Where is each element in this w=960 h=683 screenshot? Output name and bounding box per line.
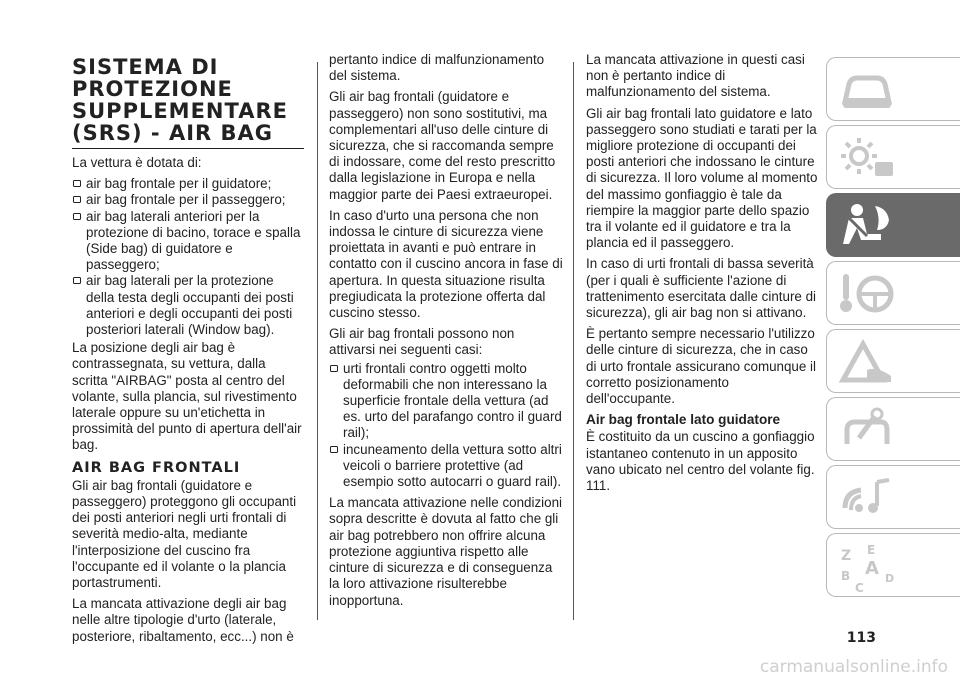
tab-car[interactable] [826, 57, 960, 121]
list-item: air bag frontale per il guidatore; [72, 176, 304, 192]
wrench-car-icon [837, 404, 897, 456]
list-item: air bag frontale per il passeggero; [72, 192, 304, 208]
svg-text:Z: Z [841, 548, 852, 564]
checkbox-bullet-icon [73, 180, 81, 187]
svg-text:D: D [885, 572, 895, 585]
airbag-seat-icon [837, 200, 897, 252]
paragraph: Gli air bag frontali (guidatore e passeggero) proteggono gli occupanti dei posti anteriori negli urti frontali di severità medio-alta, mediante l'interposizione del cuscino fra l'occupante ed il volante o la plancia portastrumenti. [72, 477, 297, 591]
tab-maintenance[interactable] [826, 397, 960, 461]
tab-index[interactable] [826, 533, 960, 597]
paragraph: Gli air bag frontali (guidatore e passeggero) non sono sostitutivi, ma complementari all'uso delle cinture di sicurezza, che si raccomanda sempre di indossare, come del resto prescritto dalla legislazione in Europa e nella maggior parte dei Paesi extraeuropei. [329, 89, 556, 202]
svg-text:B: B [841, 569, 851, 583]
paragraph: pertanto indice di malfunzionamento del sistema. [329, 52, 545, 84]
paragraph: Gli air bag frontali possono non attivarsi nei seguenti casi: [329, 326, 515, 358]
paragraph: È pertanto sempre necessario l'utilizzo delle cinture di sicurezza, che in caso di urto frontale assicurano comunque il corretto posizionamento dell'occupante. [586, 326, 817, 407]
svg-text:A: A [865, 558, 879, 579]
list-item: air bag laterali per la protezione della testa degli occupanti dei posti anteriori e degli occupanti dei posti posteriori laterali (Window bag). [72, 273, 304, 338]
paragraph: La posizione degli air bag è contrassegnata, su vettura, dalla scritta "AIRBAG" posta al centro del volante, sulla plancia, sul rivestimento laterale oppure su un'etichetta in prossimità del punto di apertura dell'air bag. [72, 340, 302, 453]
warning-triangle-icon [837, 336, 897, 388]
paragraph: In caso d'urto una persona che non indossa le cinture di sicurezza viene proiettata in avanti e può entrare in contatto con il cuscino ancora in fase di apertura. In questa situazione risulta pregiudicata la protezione offerta dal cuscino stesso. [329, 207, 563, 321]
paragraph: La mancata attivazione degli air bag nelle altre tipologie d'urto (laterale, posteriore, ribaltamento, ecc...) non è [72, 596, 294, 644]
page-title: SISTEMA DI PROTEZIONE SUPPLEMENTARE (SRS) - AIR BAG [72, 56, 304, 149]
checkbox-bullet-icon [73, 277, 81, 284]
section-heading: AIR BAG FRONTALI [72, 459, 241, 476]
column-divider [317, 62, 318, 620]
checkbox-bullet-icon [73, 196, 81, 203]
column-2 [329, 52, 563, 614]
column-divider [573, 62, 574, 620]
column-1 [72, 56, 304, 650]
subsection-heading: Air bag frontale lato guidatore [586, 412, 781, 428]
intro-text: La vettura è dotata di: [72, 155, 202, 170]
multimedia-icon [837, 472, 897, 524]
checkbox-bullet-icon [73, 213, 81, 220]
tab-safety[interactable] [826, 193, 960, 257]
page-number: 113 [846, 630, 876, 646]
list-item: urti frontali contro oggetti molto deformabili che non interessano la superficie frontale della vettura (ad es. urto del parafango contro il guard rail); [329, 361, 563, 442]
car-icon [837, 64, 897, 116]
list-item: air bag laterali anteriori per la protezione di bacino, torace e spalla (Side bag) di guidatore e passeggero; [72, 209, 304, 274]
paragraph: La mancata attivazione in questi casi non è pertanto indice di malfunzionamento del sistema. [586, 52, 805, 100]
paragraph: In caso di urti frontali di bassa severità (per i quali è sufficiente l'azione di trattenimento esercitata dalle cinture di sicurezza), gli air bag non si attivano. [586, 256, 816, 321]
tab-emergency[interactable] [826, 329, 960, 393]
tab-dashboard-lights[interactable] [826, 125, 960, 189]
watermark: carmanualsonline.info [759, 657, 948, 677]
paragraph: Gli air bag frontali lato guidatore e lato passeggero sono studiati e tarati per la migliore protezione di occupanti dei posti anteriori che indossano le cinture di sicurezza. Il loro volume al momento del massimo gonfiaggio è tale da riempire la maggior parte dello spazio tra il volante ed il guidatore e tra la plancia ed il passeggero. [586, 105, 818, 251]
key-steering-wheel-icon [837, 268, 897, 320]
paragraph: È costituito da un cuscino a gonfiaggio istantaneo contenuto in un apposito vano ubicato nel centro del volante fig. 111. [586, 429, 815, 494]
svg-text:E: E [867, 543, 876, 557]
dashboard-lights-icon [837, 132, 897, 184]
checkbox-bullet-icon [330, 446, 338, 453]
list-item: incuneamento della vettura sotto altri veicoli o barriere protettive (ad esempio sotto autocarri o guard rail). [329, 442, 563, 491]
paragraph: La mancata attivazione nelle condizioni sopra descritte è dovuta al fatto che gli air bag potrebbero non offrire alcuna protezione aggiuntiva rispetto alle cinture di sicurezza e di conseguenza la loro attivazione risulterebbe inopportuna. [329, 495, 562, 608]
tab-multimedia[interactable] [826, 465, 960, 529]
column-3 [586, 52, 818, 499]
checkbox-bullet-icon [330, 365, 338, 372]
svg-text:C: C [855, 581, 864, 592]
alphabet-index-icon [837, 540, 897, 592]
tab-starting-driving[interactable] [826, 261, 960, 325]
